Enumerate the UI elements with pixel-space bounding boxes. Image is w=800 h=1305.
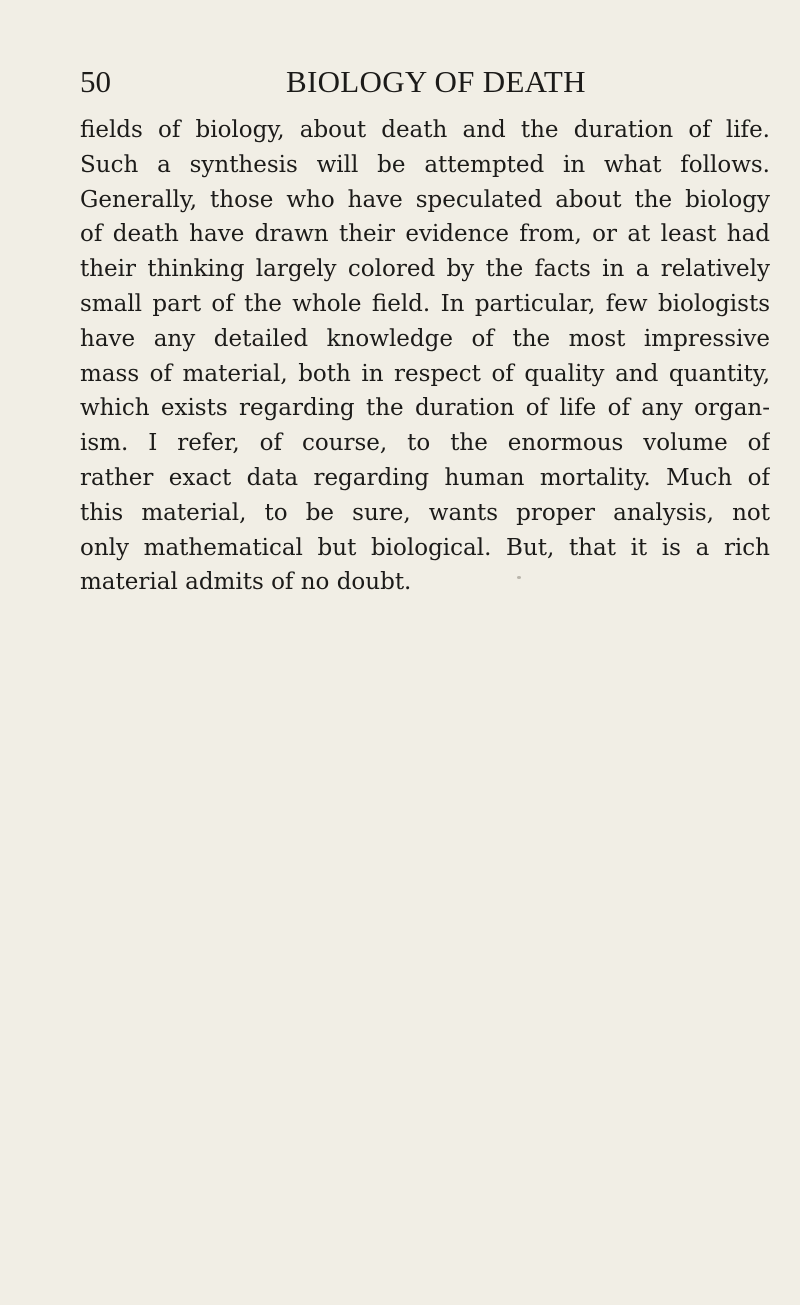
body-paragraph <box>80 113 770 600</box>
text-line: ism. I refer, of course, to the enormous volume of <box>80 430 770 457</box>
page-number: 50 <box>80 64 111 99</box>
paper-speck <box>517 576 521 579</box>
text-line: which exists regarding the duration of life of any organ- <box>80 395 770 422</box>
text-line: fields of biology, about death and the duration of life. <box>80 117 770 143</box>
text-line: this material, to be sure, wants proper analysis, not <box>80 499 770 526</box>
text-line: have any detailed knowledge of the most impressive <box>80 325 770 352</box>
text-line: mass of material, both in respect of quality and quantity, <box>80 360 770 387</box>
text-line: material admits of no doubt. <box>80 569 412 596</box>
running-head <box>80 62 780 102</box>
running-title: BIOLOGY OF DEATH <box>286 64 586 99</box>
text-line: their thinking largely colored by the facts in a relatively <box>80 256 770 283</box>
text-line: Generally, those who have speculated about the biology <box>80 186 770 213</box>
text-line: rather exact data regarding human mortality. Much of <box>80 464 770 491</box>
text-line: of death have drawn their evidence from, or at least had <box>80 221 770 248</box>
text-line: small part of the whole field. In particular, few biologists <box>80 290 770 317</box>
text-line: only mathematical but biological. But, that it is a rich <box>80 534 770 561</box>
text-line: Such a synthesis will be attempted in what follows. <box>80 151 770 178</box>
